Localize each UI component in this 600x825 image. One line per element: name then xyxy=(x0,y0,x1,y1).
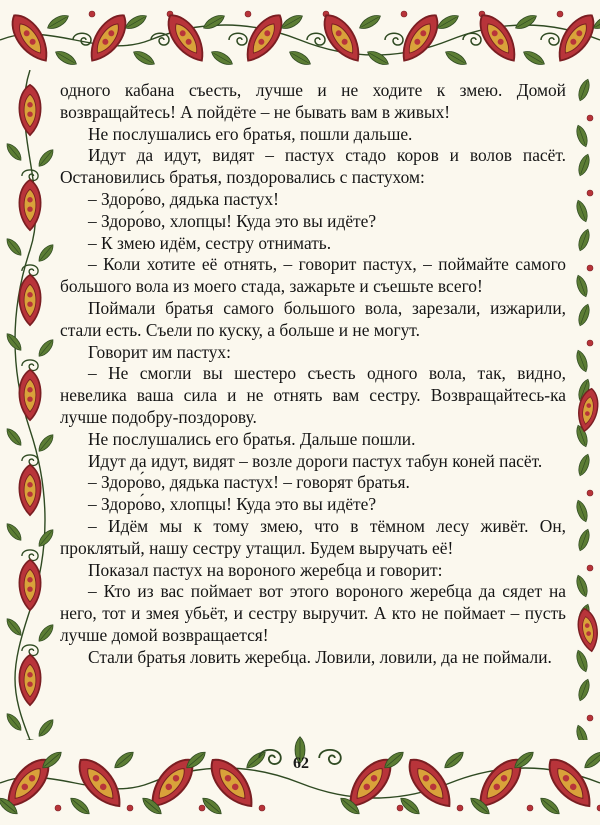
leaf-icon xyxy=(201,12,226,32)
berry-icon xyxy=(55,805,61,811)
berry-icon xyxy=(587,715,593,721)
paragraph: – Здоро́во, хлопцы! Куда это вы идёте? xyxy=(88,210,377,231)
leaf-icon xyxy=(4,331,24,353)
leaf-icon xyxy=(576,528,592,552)
leaf-icon xyxy=(4,141,24,163)
berry-icon xyxy=(587,190,593,196)
leaf-icon xyxy=(582,749,600,771)
paragraph: – Не смогли вы шестеро съесть одного вола, так, видно, невелика ваша сила и не отнять вам сестру. Возвращайтесь-ка лучше подобру-поздорову. xyxy=(60,363,566,427)
paragraph: Идут да идут, видят – возле дороги пастух табун коней пасёт. xyxy=(88,450,543,471)
leaf-icon xyxy=(287,48,312,68)
leaf-icon xyxy=(435,12,460,32)
paragraph: – Кто из вас поймает вот этого вороного жеребца да сядет на него, тот и змея убьёт, и сестру выручит. А кто не поймает – пусть лучше домой возвращается! xyxy=(60,581,566,645)
leaf-icon xyxy=(4,426,24,448)
leaf-icon xyxy=(36,622,56,644)
swirl-vine-icon xyxy=(385,33,403,45)
leaf-icon xyxy=(538,795,562,817)
leaf-icon xyxy=(365,48,390,68)
paragraph: Показал пастух на вороного жеребца и говорит: xyxy=(88,559,443,580)
paisley-pod-icon xyxy=(19,465,40,515)
paisley-pod-icon xyxy=(19,655,40,705)
paragraph: – Коли хотите её отнять, – говорит пастух, – поймайте самого большого вола из моего стада, зажарьте и съешьте всего! xyxy=(60,254,566,297)
paragraph: Поймали братья самого большого вола, зарезали, изжарили, стали есть. Съели по куску, а больше и не могут. xyxy=(60,297,566,340)
paisley-pod-icon xyxy=(19,560,40,610)
paisley-pod-icon xyxy=(19,180,40,230)
swirl-vine-icon xyxy=(541,33,559,45)
leaf-icon xyxy=(574,649,590,673)
leaf-icon xyxy=(45,12,70,32)
leaf-icon xyxy=(36,527,56,549)
paragraph: – Здоро́во, дядька пастух! xyxy=(88,188,279,209)
story-text xyxy=(60,80,566,669)
leaf-icon xyxy=(513,12,538,32)
berry-icon xyxy=(587,115,593,121)
paragraph: – Здоро́во, дядька пастух! – говорят братья. xyxy=(88,472,410,493)
leaf-icon xyxy=(357,12,382,32)
leaf-icon xyxy=(442,749,466,771)
ornament-border-top xyxy=(0,0,600,80)
berry-icon xyxy=(587,265,593,271)
berry-icon xyxy=(557,11,563,17)
leaf-icon xyxy=(131,48,156,68)
leaf-icon xyxy=(576,453,592,477)
paragraph: Стали братья ловить жеребца. Ловили, ловили, да не поймали. xyxy=(88,646,552,667)
leaf-icon xyxy=(4,521,24,543)
leaf-icon xyxy=(279,12,304,32)
leaf-icon xyxy=(244,749,268,771)
ornament-border-right xyxy=(568,70,600,740)
leaf-icon xyxy=(68,795,92,817)
leaf-icon xyxy=(123,12,148,32)
leaf-icon xyxy=(574,574,590,598)
berry-icon xyxy=(245,11,251,17)
leaf-icon xyxy=(36,432,56,454)
swirl-vine-icon xyxy=(73,33,91,45)
leaf-icon xyxy=(4,236,24,258)
leaf-icon xyxy=(209,48,234,68)
leaf-icon xyxy=(574,124,590,148)
berry-icon xyxy=(401,11,407,17)
swirl-vine-icon xyxy=(229,33,247,45)
leaf-icon xyxy=(576,678,592,702)
paisley-pod-icon xyxy=(19,275,40,325)
berry-icon xyxy=(587,490,593,496)
leaf-icon xyxy=(4,616,24,638)
paragraph: – Идём мы к тому змею, что в тёмном лесу живёт. Он, проклятый, нашу сестру утащил. Будем выручать её! xyxy=(60,515,566,558)
leaf-icon xyxy=(36,242,56,264)
leaf-icon xyxy=(576,78,592,102)
paisley-pod-icon xyxy=(5,9,56,68)
paragraph: Идут да идут, видят – пастух стадо коров и волов пасёт. Остановились братья, поздоровались с пастухом: xyxy=(60,145,566,188)
berry-icon xyxy=(127,805,133,811)
paisley-pod-icon xyxy=(19,85,40,135)
leaf-icon xyxy=(576,303,592,327)
leaf-icon xyxy=(36,337,56,359)
berry-icon xyxy=(259,805,265,811)
berry-icon xyxy=(89,11,95,17)
leaf-icon xyxy=(576,153,592,177)
paragraph: – Здоро́во, хлопцы! Куда это вы идёте? xyxy=(88,494,377,515)
leaf-icon xyxy=(574,274,590,298)
swirl-vine-icon xyxy=(463,33,481,45)
paragraph: одного кабана съесть, лучше и не ходите к змею. Домой возвращайтесь! А пойдёте – не бывать вам в живых! xyxy=(60,80,566,122)
paisley-pod-icon xyxy=(19,370,40,420)
leaf-icon xyxy=(36,147,56,169)
leaf-icon xyxy=(443,48,468,68)
berry-icon xyxy=(587,340,593,346)
leaf-icon xyxy=(574,499,590,523)
berry-icon xyxy=(457,805,463,811)
paragraph: Не послушались его братья, пошли дальше. xyxy=(88,123,413,144)
page-number: 62 xyxy=(293,755,309,772)
berry-icon xyxy=(199,805,205,811)
leaf-icon xyxy=(53,48,78,68)
paisley-pod-icon xyxy=(575,607,600,653)
berry-icon xyxy=(527,805,533,811)
paragraph: – К змею идём, сестру отнимать. xyxy=(88,232,332,253)
swirl-vine-icon xyxy=(319,750,341,764)
ornament-border-left xyxy=(0,70,62,740)
leaf-icon xyxy=(112,749,136,771)
leaf-icon xyxy=(574,199,590,223)
leaf-icon xyxy=(574,349,590,373)
paragraph: Говорит им пастух: xyxy=(88,341,231,362)
paragraph: Не послушались его братья. Дальше пошли. xyxy=(88,428,416,449)
berry-icon xyxy=(397,805,403,811)
berry-icon xyxy=(587,565,593,571)
leaf-icon xyxy=(521,48,546,68)
leaf-icon xyxy=(576,228,592,252)
